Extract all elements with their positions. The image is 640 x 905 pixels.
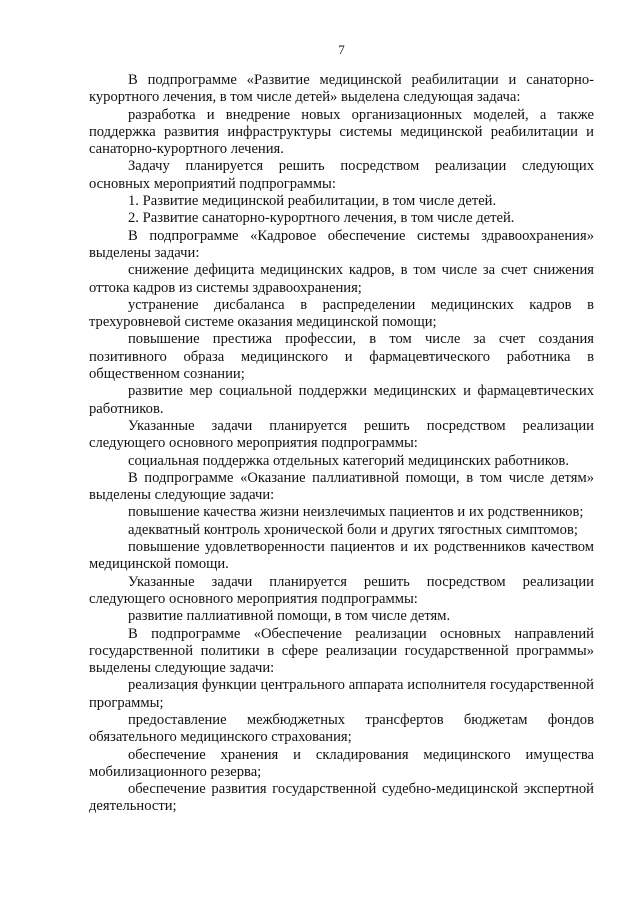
paragraph: развитие паллиативной помощи, в том числе детям.: [128, 608, 451, 625]
paragraph: Указанные задачи планируется решить посредством реализации следующего основного мероприятия подпрограммы:: [89, 417, 594, 452]
page-number: 7: [338, 42, 345, 57]
paragraph: адекватный контроль хронической боли и других тягостных симптомов;: [128, 521, 578, 538]
paragraph: реализация функции центрального аппарата исполнителя государственной программы;: [89, 677, 594, 711]
paragraph: устранение дисбаланса в распределении медицинских кадров в трехуровневой системе оказания медицинской помощи;: [89, 296, 594, 331]
paragraph: обеспечение хранения и складирования медицинского имущества мобилизационного резерва;: [89, 746, 594, 780]
paragraph: В подпрограмме «Обеспечение реализации основных направлений государственной политики в сфере реализации государственной программы» выделены следующие задачи:: [89, 625, 594, 677]
paragraph: развитие мер социальной поддержки медицинских и фармацевтических работников.: [89, 383, 594, 417]
paragraph: Задачу планируется решить посредством реализации следующих основных мероприятий подпрограммы:: [89, 158, 594, 192]
list-item: 1. Развитие медицинской реабилитации, в том числе детей.: [128, 193, 497, 210]
paragraph: повышение престижа профессии, в том числе за счет создания позитивного образа медицинского и фармацевтического работника в общественном сознании;: [89, 331, 594, 383]
paragraph: Указанные задачи планируется решить посредством реализации следующего основного мероприятия подпрограммы:: [89, 573, 594, 607]
paragraph: В подпрограмме «Развитие медицинской реабилитации и санаторно-курортного лечения, в том числе детей» выделена следующая задача:: [89, 72, 594, 106]
document-body: [89, 72, 594, 816]
paragraph: обеспечение развития государственной судебно-медицинской экспертной деятельности;: [89, 781, 594, 815]
paragraph: снижение дефицита медицинских кадров, в том числе за счет снижения оттока кадров из системы здравоохранения;: [89, 262, 594, 296]
paragraph: В подпрограмме «Кадровое обеспечение системы здравоохранения» выделены задачи:: [89, 227, 594, 261]
paragraph: предоставление межбюджетных трансфертов бюджетам фондов обязательного медицинского страхования;: [89, 711, 594, 746]
paragraph: В подпрограмме «Оказание паллиативной помощи, в том числе детям» выделены следующие задачи:: [89, 469, 594, 504]
paragraph: социальная поддержка отдельных категорий медицинских работников.: [128, 452, 569, 469]
paragraph: повышение качества жизни неизлечимых пациентов и их родственников;: [128, 504, 584, 521]
paragraph: повышение удовлетворенности пациентов и их родственников качеством медицинской помощи.: [89, 539, 594, 573]
list-item: 2. Развитие санаторно-курортного лечения, в том числе детей.: [128, 210, 515, 227]
paragraph: разработка и внедрение новых организационных моделей, а также поддержка развития инфраструктуры системы медицинской реабилитации и санаторно-курортного лечения.: [89, 106, 594, 158]
